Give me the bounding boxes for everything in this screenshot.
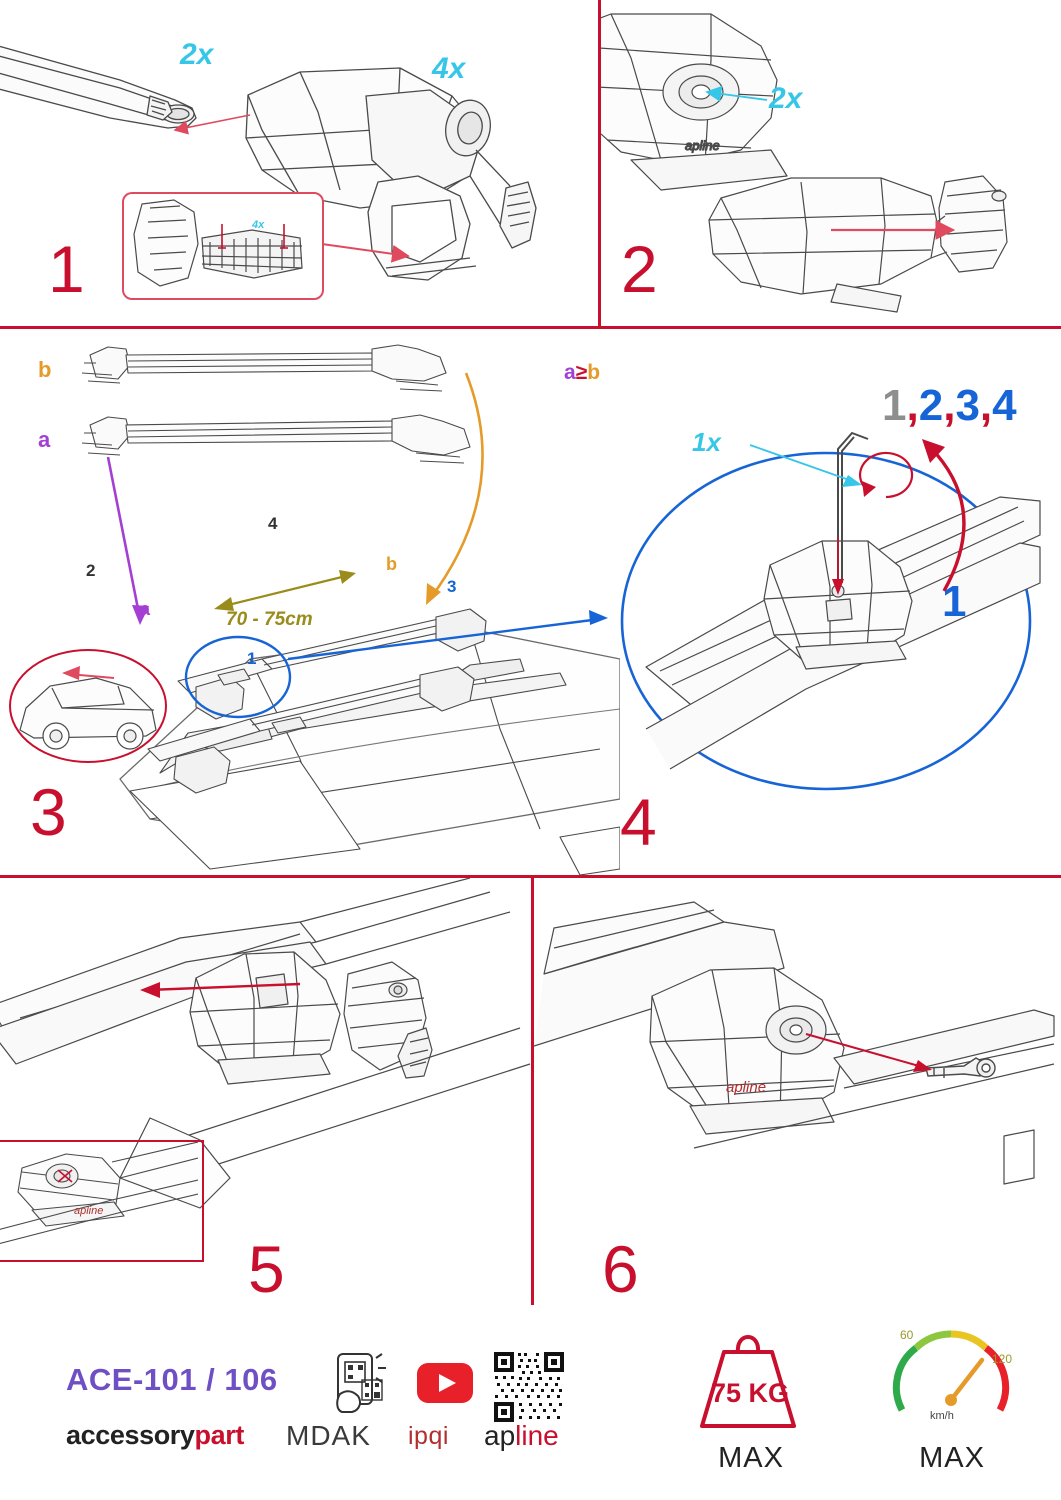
step-4-sequence: 1,2,3,4 <box>882 381 1017 430</box>
brand-mdak: MDAK <box>286 1420 371 1451</box>
speed-min-label: 60 <box>900 1328 914 1342</box>
brand-ipqi: ipqi <box>408 1422 449 1450</box>
step-5-inset-illustration <box>0 1142 198 1256</box>
step-5-number: 5 <box>248 1232 286 1306</box>
step-1-qty-4x: 4x <box>432 52 466 85</box>
position-marker-2: 2 <box>86 561 96 580</box>
step-4-qty-1x: 1x <box>692 427 721 457</box>
speed-max-label: 120 <box>992 1352 1013 1366</box>
qr-code-icon[interactable] <box>492 1350 566 1424</box>
step-3-panel <box>0 329 620 875</box>
brand-apline: apline <box>484 1420 559 1451</box>
step-1-number: 1 <box>48 232 86 306</box>
seq-1: 1 <box>882 381 907 430</box>
speed-limit-caption: MAX <box>919 1442 985 1474</box>
youtube-icon[interactable] <box>416 1362 474 1404</box>
vehicle-orientation-inset <box>6 644 171 774</box>
bar-label-b: b <box>38 357 52 382</box>
step-5-panel <box>0 878 531 1308</box>
step-3-illustration <box>0 329 620 875</box>
position-marker-1: 1 <box>247 649 257 668</box>
svg-text:apline: apline <box>726 1079 767 1096</box>
seq-3: 3 <box>955 381 980 430</box>
step-2-panel <box>601 0 1061 326</box>
qr-phone-icon[interactable] <box>318 1350 392 1424</box>
svg-text:4x: 4x <box>252 219 265 231</box>
brand-accessorypart: accessorypart <box>66 1420 244 1450</box>
step-2-number: 2 <box>621 232 659 306</box>
step-3-number: 3 <box>30 775 68 849</box>
step-4-panel <box>564 329 1061 875</box>
speed-unit-label: km/h <box>930 1410 954 1422</box>
step-4-callout-1: 1 <box>942 577 967 626</box>
svg-text:apline: apline <box>685 138 720 153</box>
footer <box>0 1310 1061 1500</box>
position-marker-4: 4 <box>268 514 278 533</box>
weight-limit-caption: MAX <box>718 1442 784 1474</box>
arrow-label-b: b <box>386 554 397 574</box>
bar-label-a: a <box>38 427 51 452</box>
seq-2: 2 <box>918 381 944 430</box>
svg-text:apline: apline <box>74 1205 104 1217</box>
step-5-inset <box>0 1140 204 1262</box>
step-6-panel <box>534 878 1061 1308</box>
weight-limit-value: 75 KG <box>710 1378 790 1408</box>
arrow-label-a: a <box>140 599 151 619</box>
step-2-arrows <box>601 0 1061 326</box>
seq-4: 4 <box>992 381 1017 430</box>
model-number: ACE-101 / 106 <box>66 1362 278 1397</box>
step-6-number: 6 <box>602 1232 640 1306</box>
step-4-number: 4 <box>620 785 658 859</box>
step-2-qty-2x: 2x <box>769 82 803 115</box>
position-marker-3: 3 <box>447 577 457 596</box>
crossbar-spacing-dimension: 70 - 75cm <box>226 609 313 630</box>
step-1-arrows <box>0 0 598 326</box>
step-1-panel <box>0 0 598 326</box>
step-1-qty-2x: 2x <box>180 38 214 71</box>
relation-a-b: a≥b <box>564 361 601 384</box>
